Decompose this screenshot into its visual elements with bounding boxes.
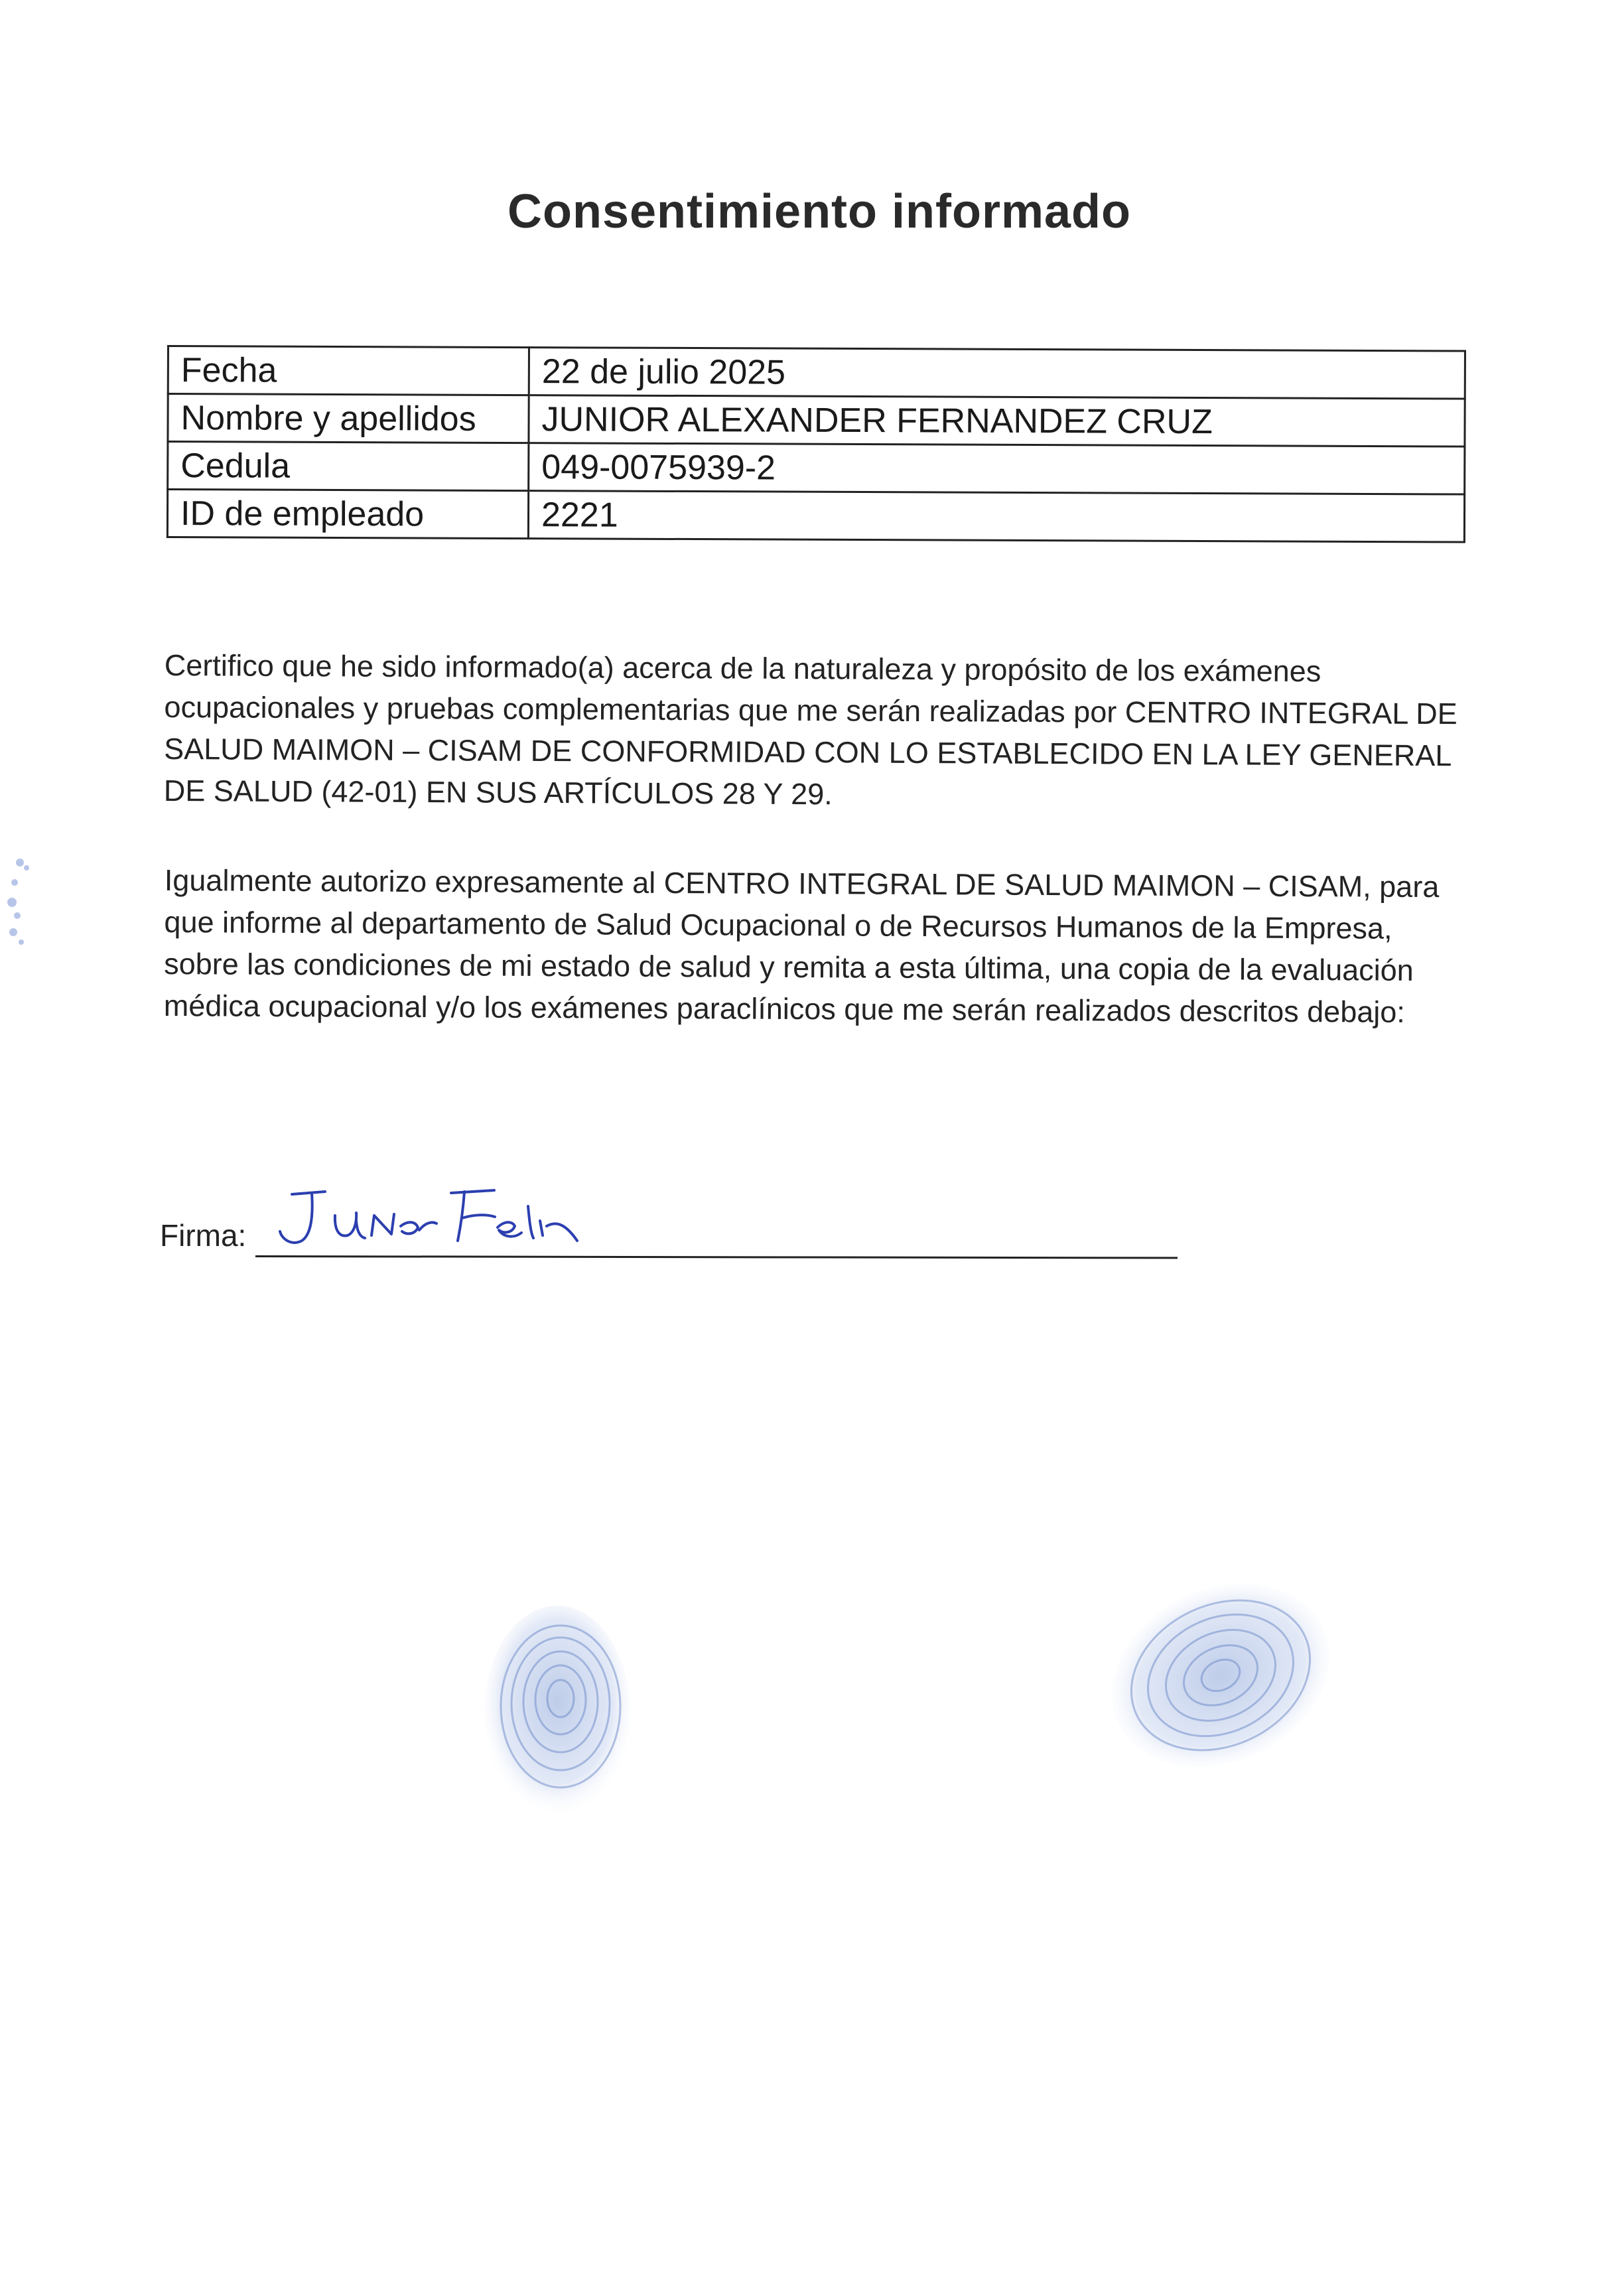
field-value-id-empleado: 2221 [528, 491, 1464, 542]
document-title: Consentimiento informado [508, 185, 1131, 238]
field-label-cedula: Cedula [168, 442, 529, 491]
handwritten-signature [265, 1174, 610, 1261]
authorization-paragraph: Igualmente autorizo expresamente al CENTRO INTEGRAL DE SALUD MAIMON – CISAM, para que informe al departamento de Salud Ocupacional o de Recursos Humanos de la Empresa, sobre las condiciones de mi estado de salud y remita a esta última, una copia de la evaluación médica ocupacional y/o los exámenes paraclínicos que me serán realizados descritos debajo: [163, 863, 1440, 1029]
field-value-cedula: 049-0075939-2 [529, 443, 1465, 494]
table-row [168, 442, 1465, 495]
field-label-nombre: Nombre y apellidos [168, 394, 529, 443]
left-fingerprint [478, 1599, 637, 1825]
info-table [167, 345, 1466, 543]
field-value-fecha: 22 de julio 2025 [529, 348, 1465, 399]
certification-paragraph: Certifico que he sido informado(a) acerca de la naturaleza y propósito de los exámenes ocupacionales y pruebas complementarias que me serán realizadas por CENTRO INTEGRAL DE SALUD MAIMON – CISAM DE CONFORMIDAD CON LO ESTABLECIDO EN LA LEY GENERAL DE SALUD (42-01) EN SUS ARTÍCULOS 28 Y 29. [163, 648, 1457, 811]
signature-label: Firma: [160, 1218, 247, 1253]
field-label-fecha: Fecha [168, 346, 529, 395]
field-label-id-empleado: ID de empleado [167, 490, 528, 539]
field-value-nombre: JUNIOR ALEXANDER FERNANDEZ CRUZ [529, 395, 1465, 447]
table-row [168, 346, 1465, 399]
table-row [167, 490, 1464, 543]
right-fingerprint [1101, 1566, 1340, 1785]
table-row [168, 394, 1465, 447]
ink-smudge [0, 843, 46, 962]
